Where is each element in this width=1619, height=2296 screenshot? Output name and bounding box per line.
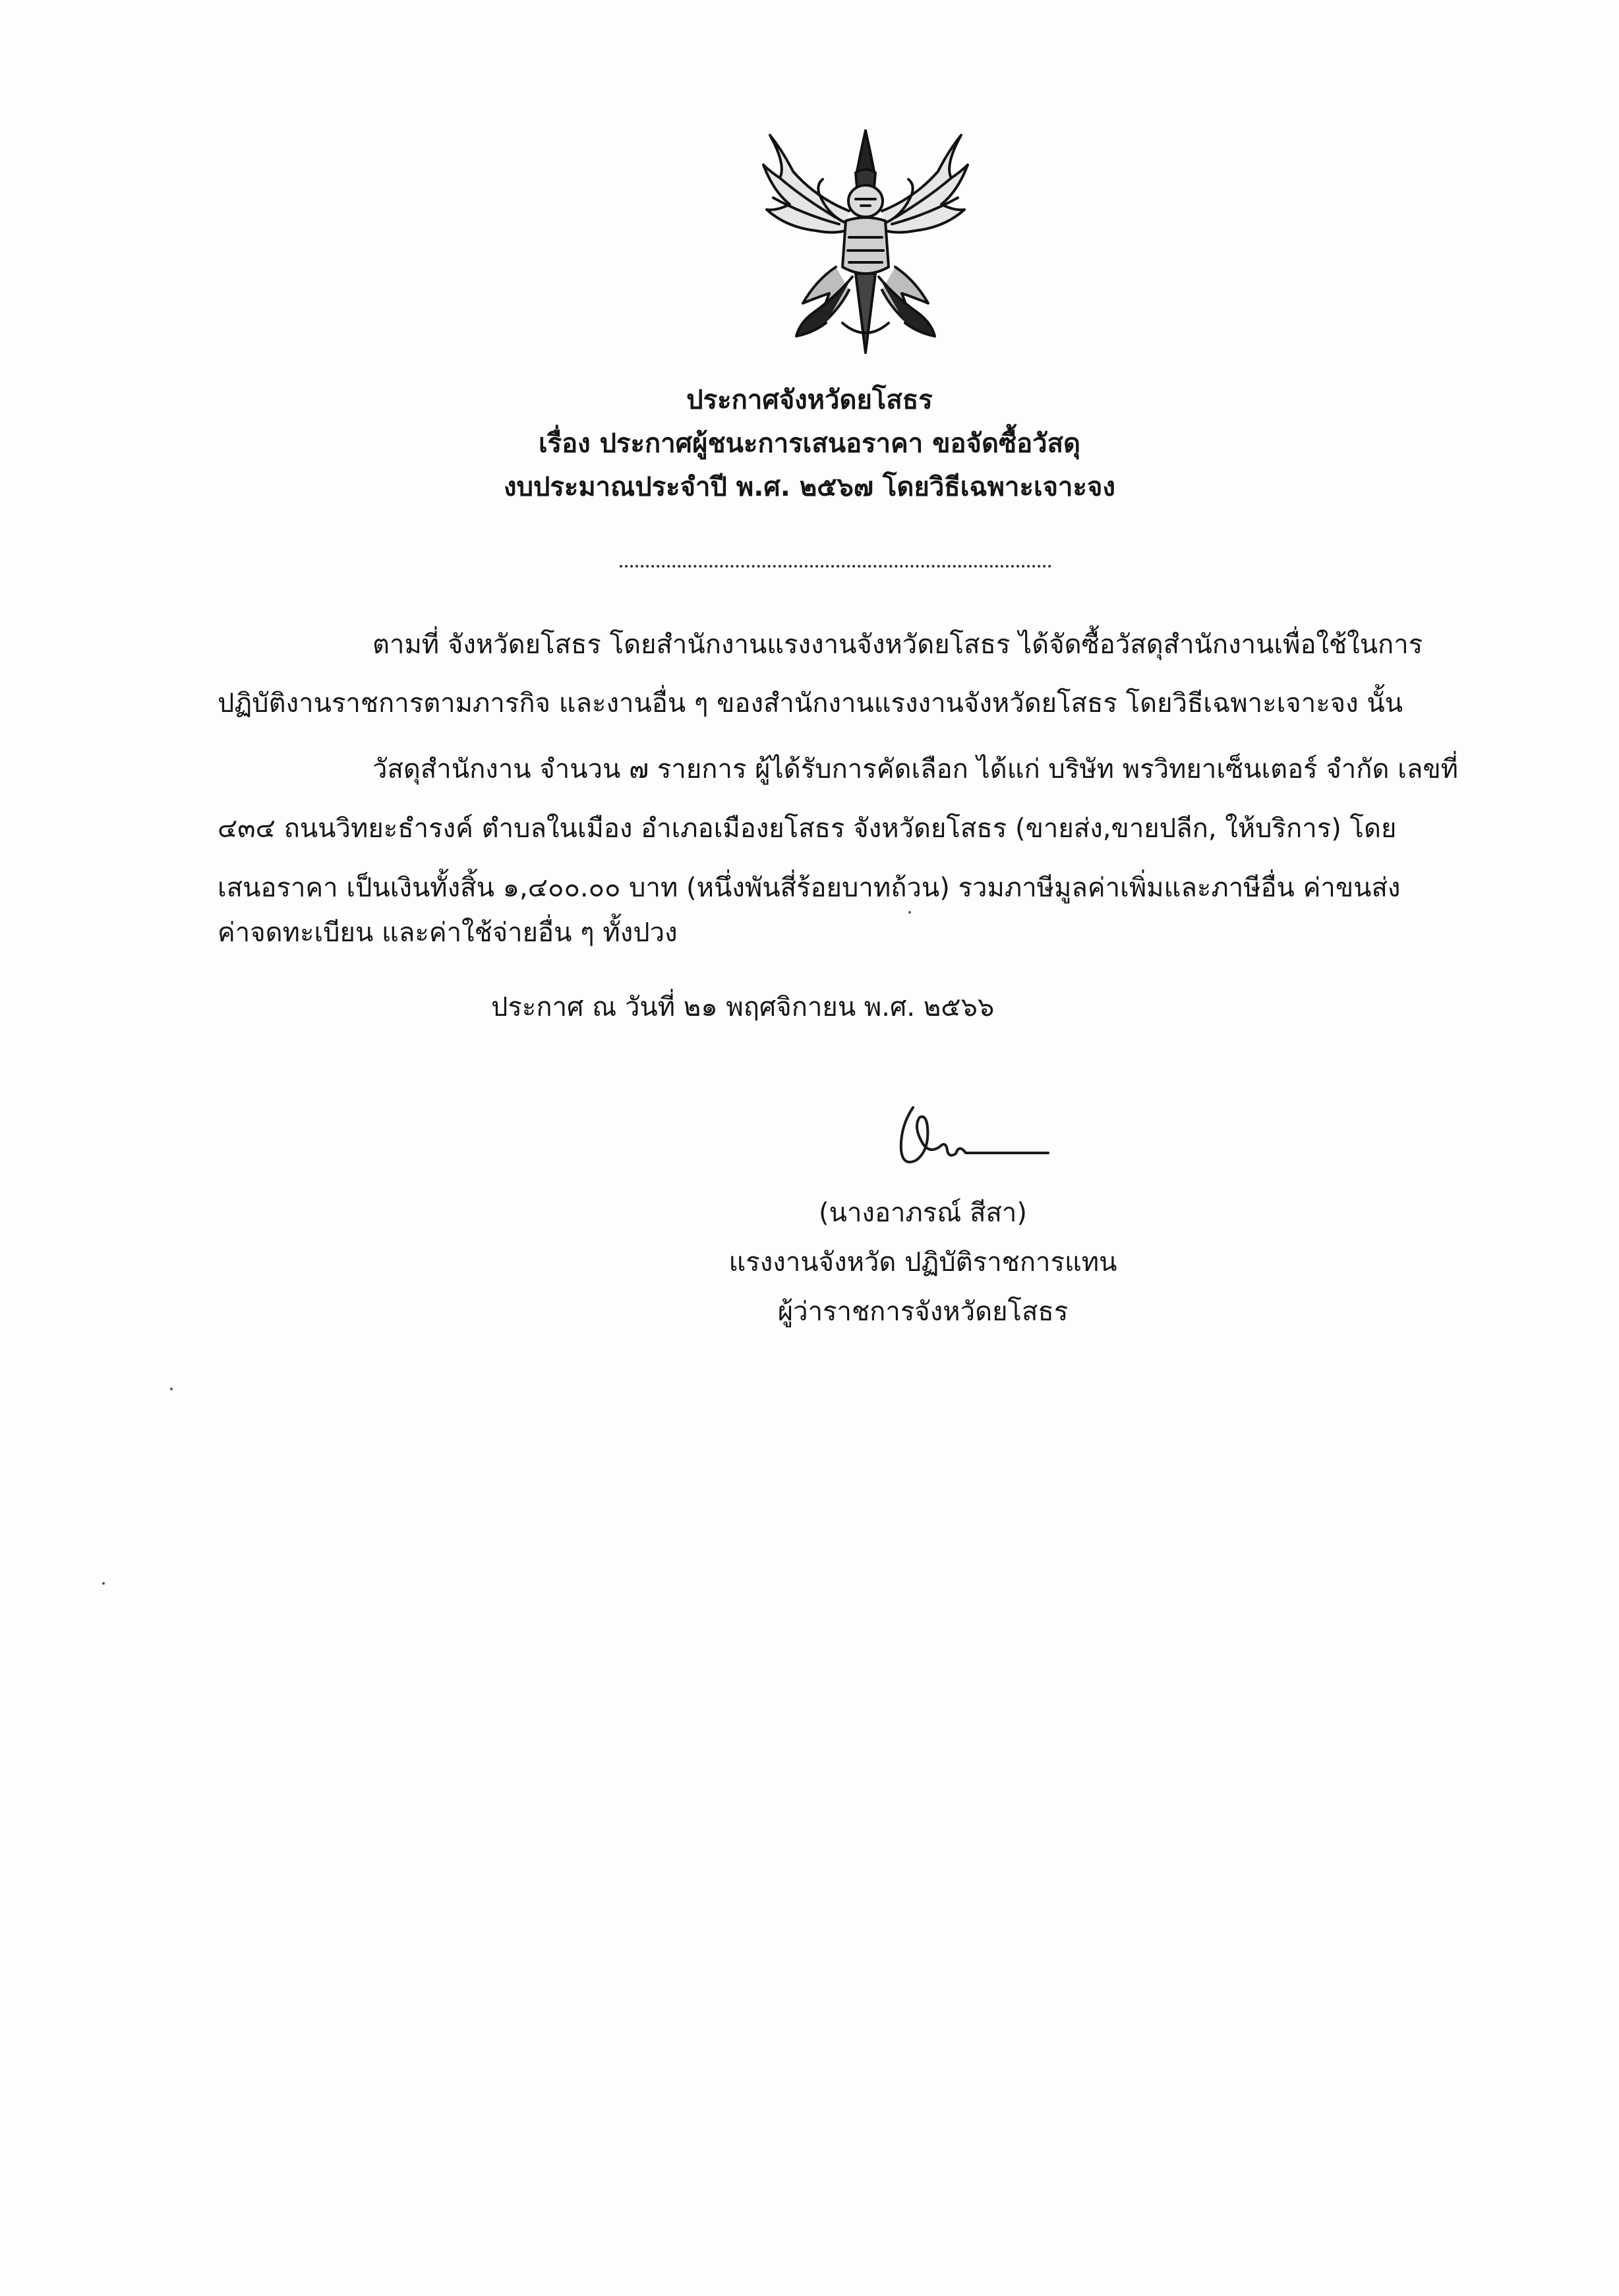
scan-speck <box>170 1388 173 1390</box>
announcement-date: ประกาศ ณ วันที่ ๒๑ พฤศจิกายน พ.ศ. ๒๕๖๖ <box>491 992 995 1022</box>
scan-speck <box>102 1582 105 1585</box>
heading-budget: งบประมาณประจำปี พ.ศ. ๒๕๖๗ โดยวิธีเฉพาะเจาะจง <box>504 472 1115 502</box>
handwritten-signature <box>893 1098 1051 1177</box>
signatory-on-behalf: ผู้ว่าราชการจังหวัดยโสธร <box>777 1297 1069 1327</box>
signatory-name: (นางอาภรณ์ สีสา) <box>819 1198 1027 1228</box>
garuda-emblem <box>757 125 974 363</box>
heading-subject: เรื่อง ประกาศผู้ชนะการเสนอราคา ขอจัดซื้อวัสดุ <box>539 428 1080 459</box>
body-paragraph-2-line-3: เสนอราคา เป็นเงินทั้งสิ้น ๑,๔๐๐.๐๐ บาท (หนึ่งพันสี่ร้อยบาทถ้วน) รวมภาษีมูลค่าเพิ่มและภาษีอื่น ค่าขนส่ง <box>218 873 1401 903</box>
body-paragraph-2-line-1: วัสดุสำนักงาน จำนวน ๗ รายการ ผู้ได้รับการคัดเลือก ได้แก่ บริษัท พรวิทยาเซ็นเตอร์ จำกัด เลขที่ <box>372 754 1459 784</box>
body-paragraph-2-line-2: ๔๓๔ ถนนวิทยะธำรงค์ ตำบลในเมือง อำเภอเมืองยโสธร จังหวัดยโสธร (ขายส่ง,ขายปลีก, ให้บริการ) โดย <box>218 813 1397 844</box>
heading-province: ประกาศจังหวัดยโสธร <box>686 385 933 415</box>
body-paragraph-1-line-2: ปฏิบัติงานราชการตามภารกิจ และงานอื่น ๆ ของสำนักงานแรงงานจังหวัดยโสธร โดยวิธีเฉพาะเจาะจง นั้น <box>218 688 1403 719</box>
scan-speck <box>908 911 911 914</box>
heading-divider <box>620 565 1051 568</box>
body-paragraph-2-line-4: ค่าจดทะเบียน และค่าใช้จ่ายอื่น ๆ ทั้งปวง <box>218 918 678 948</box>
signatory-position: แรงงานจังหวัด ปฏิบัติราชการแทน <box>728 1247 1117 1278</box>
body-paragraph-1-line-1: ตามที่ จังหวัดยโสธร โดยสำนักงานแรงงานจังหวัดยโสธร ได้จัดซื้อวัสดุสำนักงานเพื่อใช้ในการ <box>372 630 1423 660</box>
